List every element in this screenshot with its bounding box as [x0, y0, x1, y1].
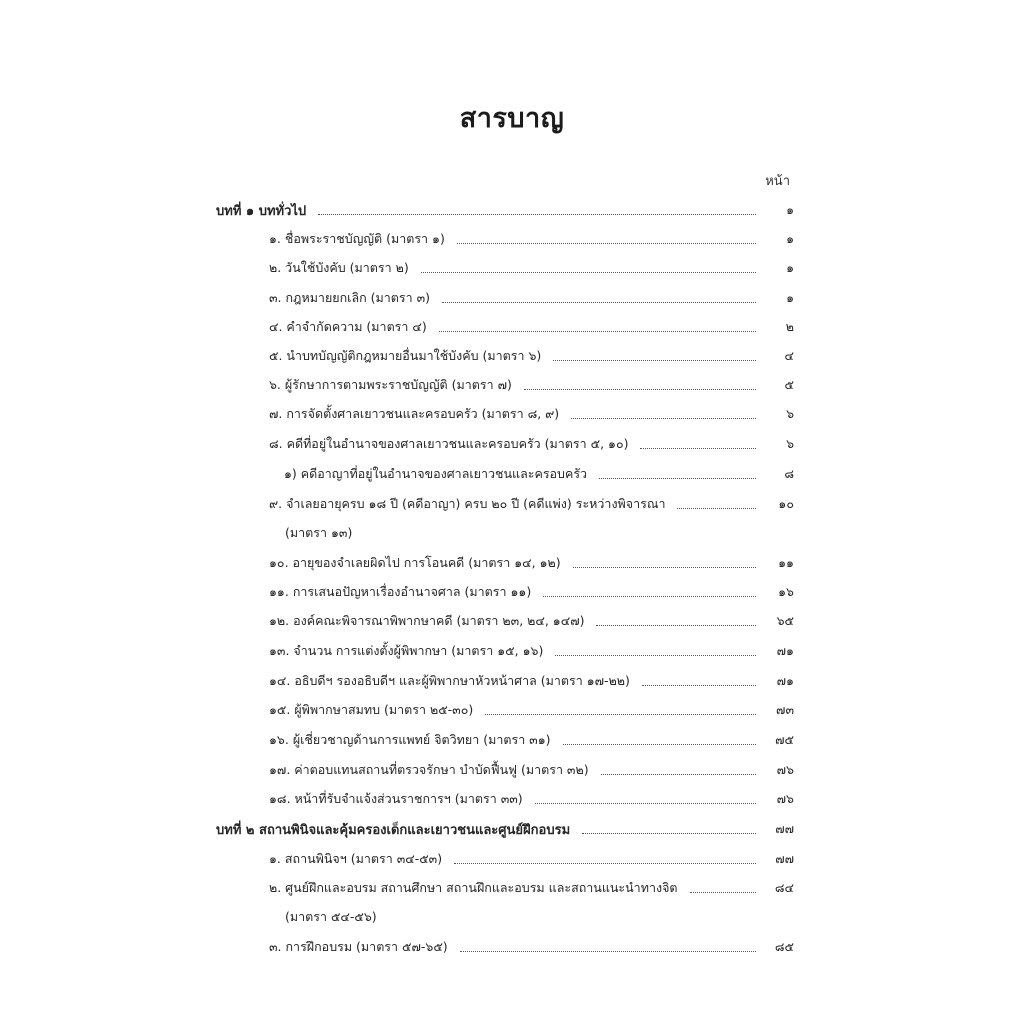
toc-page-number: ๗๗	[775, 851, 794, 866]
toc-entry-label: ๙. จำเลยอายุครบ ๑๘ ปี (คดีอาญา) ครบ ๒๐ ปี (คดีแพ่ง) ระหว่างพิจารณา	[269, 496, 666, 511]
dot-leader	[601, 774, 756, 775]
toc-page-number: ๗๓	[776, 702, 794, 717]
toc-entry	[216, 756, 794, 784]
toc-entry-label: ๑๕. ผู้พิพากษาสมทบ (มาตรา ๒๕-๓๐)	[269, 702, 474, 717]
dot-leader	[599, 478, 756, 479]
dot-leader	[318, 214, 756, 215]
toc-entry-label: ๒. วันใช้บังคับ (มาตรา ๒)	[269, 260, 409, 275]
toc-page-number: ๑๑	[778, 555, 794, 570]
toc-entry-label: ๒. ศูนย์ฝึกและอบรม สถานศึกษา สถานฝึกและอบรม และสถานแนะนำทางจิต	[269, 880, 678, 895]
toc-page-number: ๘๔	[774, 880, 794, 895]
dot-leader	[690, 892, 756, 893]
dot-leader	[640, 448, 756, 449]
toc-entry	[216, 371, 794, 399]
toc-entry	[216, 254, 794, 282]
toc-entry	[216, 400, 794, 428]
toc-entry-label: บทที่ ๒ สถานพินิจและคุ้มครองเด็กและเยาวชนและศูนย์ฝึกอบรม	[216, 822, 571, 838]
toc-entry	[216, 578, 794, 606]
toc-entry	[216, 313, 794, 341]
dot-leader	[421, 272, 756, 273]
toc-entry-label: ๑๑. การเสนอปัญหาเรื่องอำนาจศาล (มาตรา ๑๑)	[269, 584, 532, 599]
toc-page-number: ๑	[786, 260, 794, 275]
toc-page-number: ๘๕	[774, 939, 794, 954]
toc-entry	[216, 874, 794, 902]
toc-entry-continuation: (มาตรา ๕๔-๕๖)	[285, 909, 377, 924]
toc-entry-label: ๓. การฝึกอบรม (มาตรา ๕๗-๖๕)	[269, 939, 448, 954]
toc-entry-label: บทที่ ๑ บททั่วไป	[216, 203, 307, 219]
toc-entry	[216, 667, 794, 695]
toc-entry	[216, 726, 794, 754]
dot-leader	[439, 331, 756, 332]
toc-page-number: ๘	[784, 466, 794, 481]
toc-page-number: ๗๖	[776, 762, 794, 777]
dot-leader	[535, 803, 756, 804]
toc-entry	[216, 490, 794, 518]
dot-leader	[457, 243, 756, 244]
dot-leader	[442, 302, 756, 303]
toc-chapter-1	[216, 196, 794, 224]
toc-entry-label: ๑๖. ผู้เชี่ยวชาญด้านการแพทย์ จิตวิทยา (มาตรา ๓๑)	[269, 732, 551, 747]
toc-entry	[216, 225, 794, 253]
toc-entry-label: ๑๓. จำนวน การแต่งตั้งผู้พิพากษา (มาตรา ๑๕, ๑๖)	[269, 643, 544, 658]
dot-leader	[454, 863, 756, 864]
toc-entry	[216, 549, 794, 577]
toc-entry-label: ๑๘. หน้าที่รับจำแจ้งส่วนราชการฯ (มาตรา ๓๓)	[269, 791, 523, 806]
toc-page-number: ๖๕	[776, 613, 794, 628]
dot-leader	[582, 833, 756, 834]
toc-page-number: ๖	[786, 436, 794, 451]
toc-entry-label: ๑๒. องค์คณะพิจารณาพิพากษาคดี (มาตรา ๒๓, ๒๔, ๑๔๗)	[269, 613, 585, 628]
toc-entry	[216, 637, 794, 665]
toc-page-number: ๖	[786, 406, 794, 421]
toc-entry	[216, 785, 794, 813]
toc-entry	[216, 845, 794, 873]
toc-entry	[216, 342, 794, 370]
toc-page-number: ๑๖	[778, 584, 794, 599]
dot-leader	[677, 508, 756, 509]
toc-page-number: ๑	[786, 290, 794, 305]
toc-page-number: ๑	[786, 231, 794, 246]
toc-entry	[216, 933, 794, 961]
toc-entry-label: ๖. ผู้รักษาการตามพระราชบัญญัติ (มาตรา ๗)	[269, 377, 512, 392]
toc-page-number: ๕	[784, 377, 794, 392]
toc-page-number: ๔	[784, 348, 794, 363]
toc-entry-continuation: (มาตรา ๑๓)	[285, 525, 353, 540]
toc-entry-label: ๘. คดีที่อยู่ในอำนาจของศาลเยาวชนและครอบครัว (มาตรา ๕, ๑๐)	[269, 436, 629, 451]
dot-leader	[596, 625, 756, 626]
toc-page-number: ๗๑	[776, 673, 794, 688]
toc-entry-label: ๑๔. อธิบดีฯ รองอธิบดีฯ และผู้พิพากษาหัวหน้าศาล (มาตรา ๑๗-๒๒)	[269, 673, 630, 688]
toc-entry-label: ๑. ชื่อพระราชบัญญัติ (มาตรา ๑)	[269, 231, 445, 246]
dot-leader	[543, 596, 756, 597]
dot-leader	[460, 951, 756, 952]
toc-entry-label: ๗. การจัดตั้งศาลเยาวชนและครอบครัว (มาตรา ๘, ๙)	[269, 406, 560, 421]
toc-page-number: ๗๕	[775, 732, 794, 747]
toc-entry-label: ๑) คดีอาญาที่อยู่ในอำนาจของศาลเยาวชนและครอบครัว	[284, 466, 588, 481]
toc-entry	[216, 284, 794, 312]
toc-entry	[216, 696, 794, 724]
toc-page-number: ๑๐	[778, 496, 794, 511]
toc-page-number: ๒	[785, 319, 794, 334]
page-title: สารบาญ	[459, 103, 565, 134]
dot-leader	[553, 360, 756, 361]
toc-entry-label: ๑๗. ค่าตอบแทนสถานที่ตรวจรักษา บำบัดฟื้นฟู (มาตรา ๓๒)	[269, 762, 589, 777]
toc-page-number: ๗๗	[775, 821, 794, 836]
toc-subentry	[216, 460, 794, 488]
toc-page-number: ๗๖	[776, 791, 794, 806]
dot-leader	[555, 655, 756, 656]
toc-entry-label: ๓. กฎหมายยกเลิก (มาตรา ๓)	[269, 290, 431, 305]
dot-leader	[571, 418, 756, 419]
toc-page-number: ๗๑	[776, 643, 794, 658]
toc-entry-label: ๑๐. อายุของจำเลยผิดไป การโอนคดี (มาตรา ๑๔, ๑๒)	[269, 555, 561, 570]
dot-leader	[642, 685, 756, 686]
toc-entry-label: ๕. นำบทบัญญัติกฎหมายอื่นมาใช้บังคับ (มาตรา ๖)	[269, 348, 542, 363]
toc-entry-label: ๔. คำจำกัดความ (มาตรา ๔)	[269, 319, 427, 334]
toc-entry	[216, 607, 794, 635]
toc-chapter-2	[216, 815, 794, 843]
toc-entry-label: ๑. สถานพินิจฯ (มาตรา ๓๔-๕๓)	[269, 851, 443, 866]
dot-leader	[524, 389, 756, 390]
dot-leader	[573, 567, 756, 568]
toc-entry	[216, 430, 794, 458]
toc-page-number: ๑	[786, 202, 794, 217]
dot-leader	[485, 714, 756, 715]
dot-leader	[563, 744, 756, 745]
page-column-label: หน้า	[765, 174, 790, 189]
